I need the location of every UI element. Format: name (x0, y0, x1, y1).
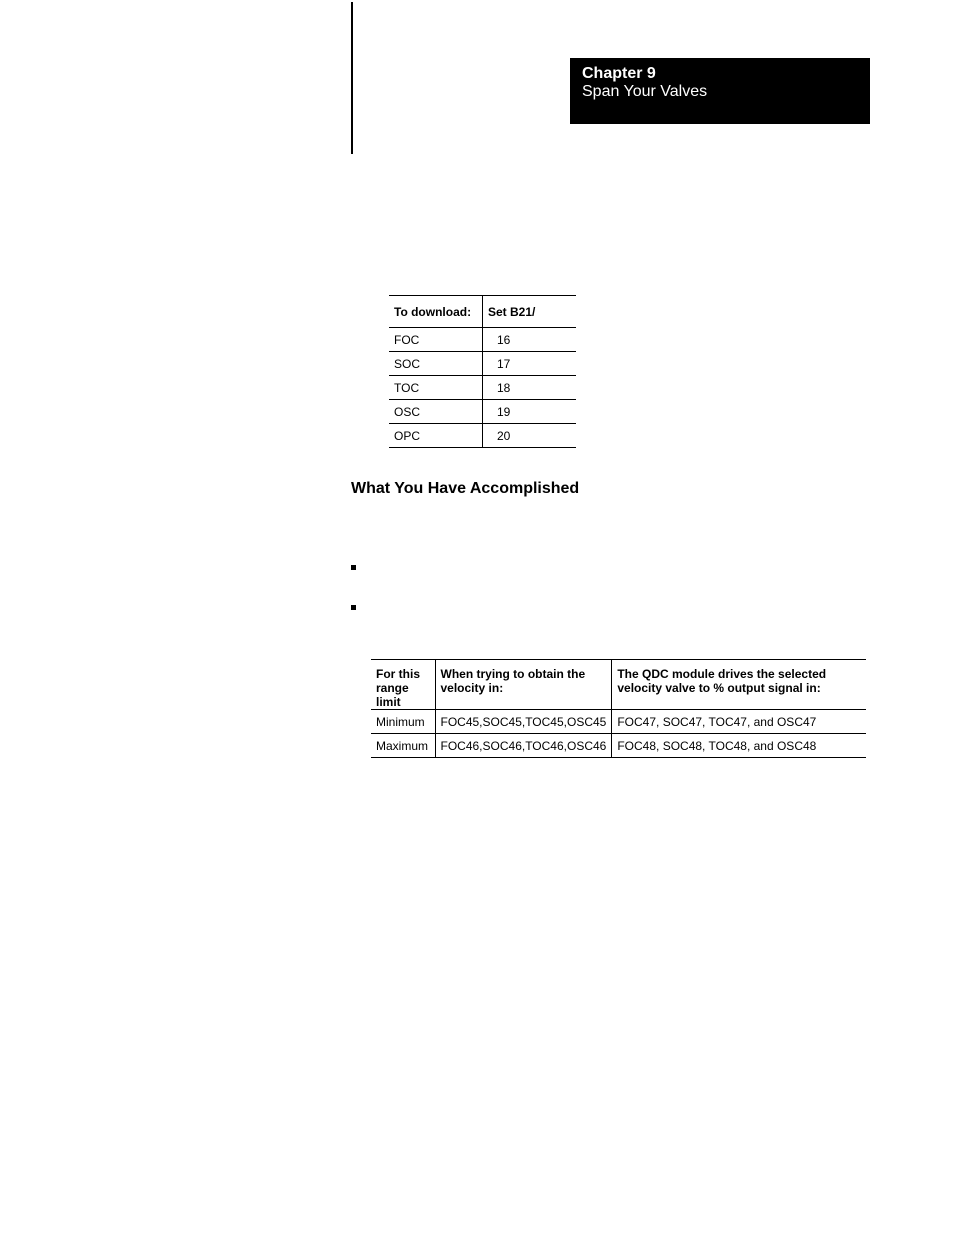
table-cell: Minimum (371, 710, 435, 734)
table-row (389, 352, 576, 376)
table-cell: 16 (483, 328, 577, 352)
table-row (389, 328, 576, 352)
table-cell: FOC45,SOC45,TOC45,OSC45 (435, 710, 612, 734)
table-cell: 18 (483, 376, 577, 400)
table-cell: OPC (389, 424, 483, 448)
range-limit-table (371, 659, 866, 758)
bullet-marker (351, 605, 356, 610)
chapter-title: Span Your Valves (582, 83, 708, 100)
table-cell: 19 (483, 400, 577, 424)
table-cell: OSC (389, 400, 483, 424)
section-heading: What You Have Accomplished (351, 480, 580, 497)
table-cell: FOC46,SOC46,TOC46,OSC46 (435, 734, 612, 758)
column-header: To download: (389, 296, 483, 328)
chapter-header (570, 58, 870, 124)
table-cell: TOC (389, 376, 483, 400)
table-header-row (389, 296, 576, 328)
table-cell: FOC47, SOC47, TOC47, and OSC47 (612, 710, 866, 734)
column-header: Set B21/ (483, 296, 577, 328)
table-row (371, 710, 866, 734)
bullet-marker (351, 565, 356, 570)
table-cell: Maximum (371, 734, 435, 758)
table-cell: 17 (483, 352, 577, 376)
download-table (389, 295, 576, 448)
table-row (389, 400, 576, 424)
chapter-label: Chapter 9 (582, 65, 656, 82)
column-header: When trying to obtain the velocity in: (435, 660, 612, 710)
table-row (389, 376, 576, 400)
table-cell: FOC (389, 328, 483, 352)
margin-rule (351, 2, 353, 154)
column-header: For this range limit (371, 660, 435, 710)
table-cell: FOC48, SOC48, TOC48, and OSC48 (612, 734, 866, 758)
table-header-row (371, 660, 866, 710)
table-row (389, 424, 576, 448)
table-cell: SOC (389, 352, 483, 376)
table-row (371, 734, 866, 758)
column-header: The QDC module drives the selected velocity valve to % output signal in: (612, 660, 866, 710)
table-cell: 20 (483, 424, 577, 448)
